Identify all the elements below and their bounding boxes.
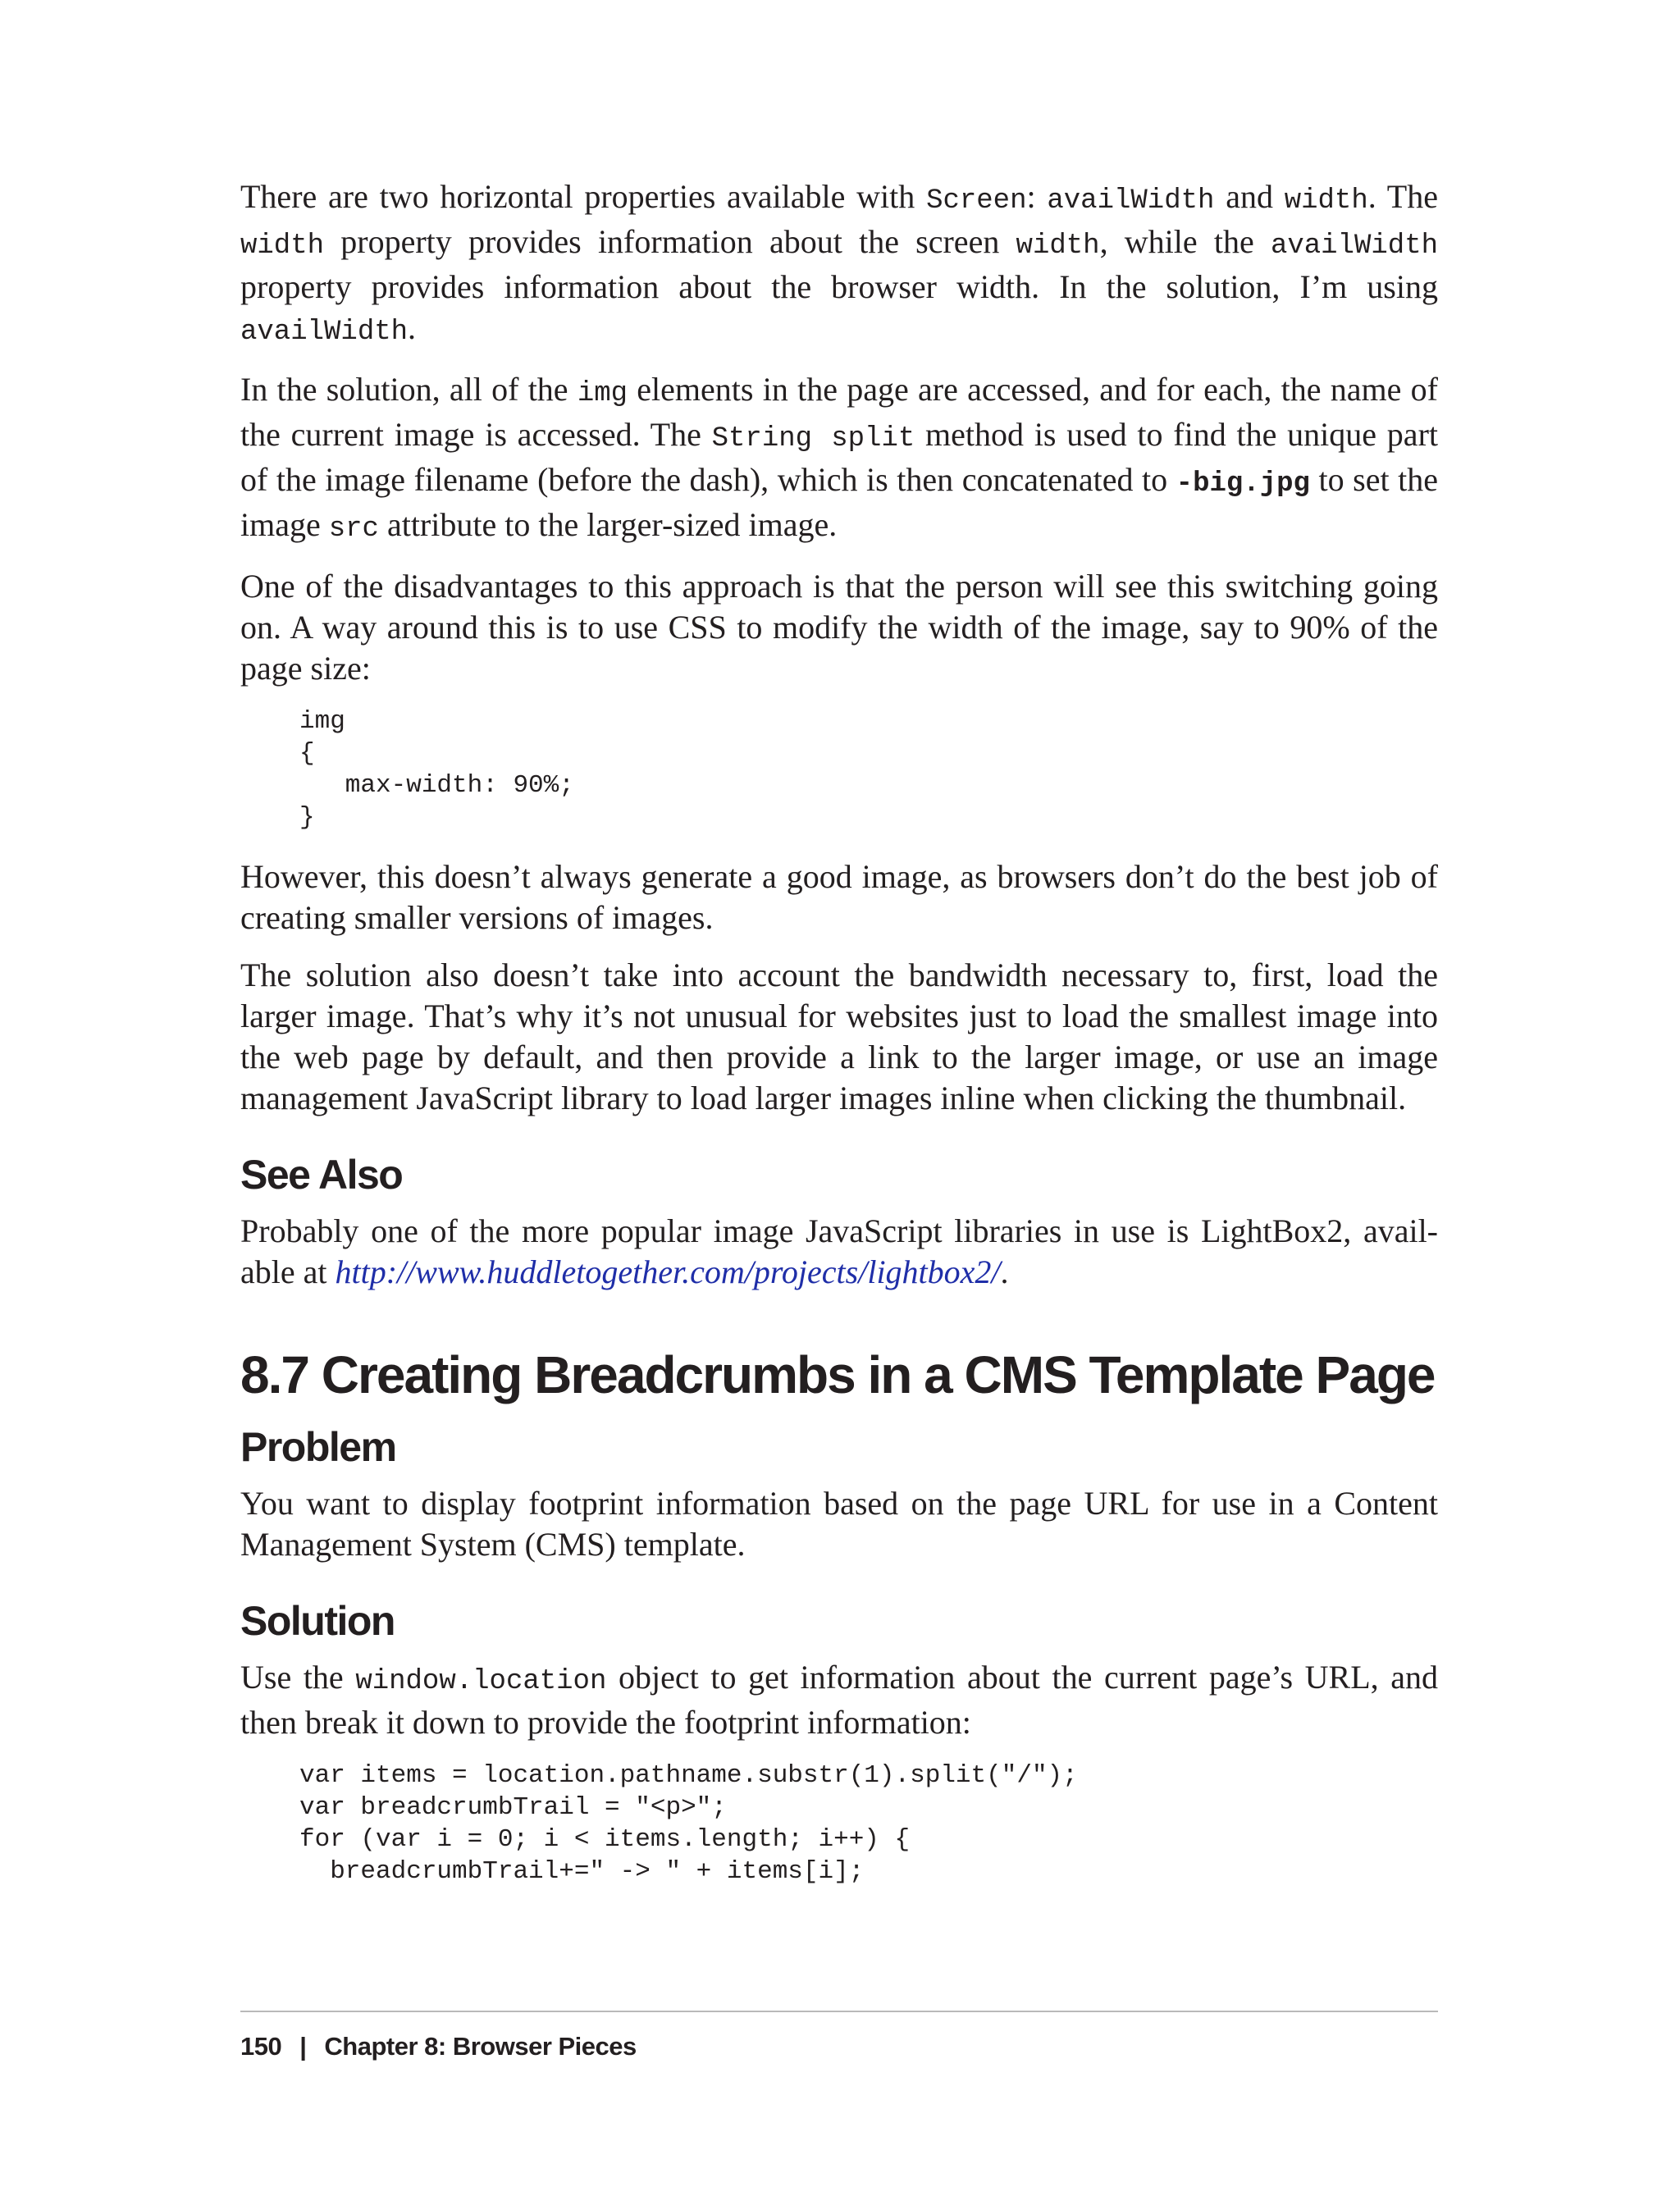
paragraph-however: However, this doesn’t always generate a good image, as browsers don’t do the best job of creating smaller versions of images. [240,858,1438,936]
page-footer [240,2011,1438,2061]
paragraph-see-also [240,1211,1438,1293]
code-block-breadcrumbs: var items = location.pathname.substr(1).split("/"); var breadcrumbTrail = "<p>"; for (var i = 0; i < items.length; i++) { breadcrumbTrail+=" -> " + items[i]; [299,1761,1078,1886]
page-content [240,176,1438,1911]
heading-solution: Solution [240,1598,395,1644]
section-title: 8.7 Creating Breadcrumbs in a CMS Template Page [240,1345,1435,1404]
text: . The [1367,178,1438,215]
text: object to get information about the current page’s URL, and then break it down to provide the footprint information: [240,1659,1439,1741]
text: Use the [240,1659,356,1696]
text: method is used to find the unique part of the image filename (before the dash), which is then concatenated to [240,416,1438,498]
text: and [1214,178,1285,215]
text: : [1026,178,1048,215]
inline-code: availWidth [240,317,409,348]
inline-code: width [240,231,325,262]
paragraph-bandwidth: The solution also doesn’t take into account the bandwidth necessary to, first, load the larger image. That’s why it’s not unusual for websites just to load the smallest image into the web page by default, and then provide a link to the larger image, or use an image management JavaScript library to load larger images inline when clicking the thumbnail. [240,956,1438,1116]
chapter-title: Chapter 8: Browser Pieces [324,2032,637,2061]
paragraph-disadvantages: One of the disadvantages to this approach is that the person will see this switching going on. A way around this is to use CSS to modify the width of the image, say to 90% of the page size: [240,568,1438,687]
text: Probably one of the more popular image JavaScript libraries in use is LightBox2, avail-able at [240,1212,1438,1290]
text: attribute to the larger-sized image. [378,506,838,543]
inline-code: window.location [355,1666,607,1697]
text: , while the [1099,223,1271,260]
inline-code: src [328,514,379,545]
heading-problem: Problem [240,1424,396,1470]
lightbox-link[interactable]: http://www.huddletogether.com/projects/lightbox2/ [335,1253,1001,1290]
text: elements in the page are accessed, and for each, the name of the current image is accessed. The [240,371,1439,453]
paragraph-screen-properties [240,176,1438,353]
page-number: 150 [240,2032,282,2061]
inline-code: -big.jpg [1176,468,1310,500]
inline-code: availWidth [1270,231,1439,262]
paragraph-solution [240,1657,1438,1743]
text: to set the image [240,461,1438,543]
text: There are two horizontal properties available with [240,178,927,215]
inline-code: Screen [926,185,1027,217]
paragraph-problem: You want to display footprint information based on the page URL for use in a Content Management System (CMS) template. [240,1485,1438,1563]
code-block-css: img { max-width: 90%; } [299,707,574,832]
footer-separator: | [299,2032,307,2061]
inline-code: availWidth [1047,185,1215,217]
inline-code: width [1016,231,1100,262]
inline-code: width [1284,185,1368,217]
inline-code: img [577,378,628,409]
heading-see-also: See Also [240,1152,403,1198]
paragraph-img-elements [240,369,1438,550]
text: . [1000,1253,1009,1290]
text: property provides information about the browser width. In the solution, I’m using [240,268,1438,305]
text: property provides information about the screen [324,223,1016,260]
inline-code: String split [711,423,915,454]
text: . [408,309,417,346]
text: In the solution, all of the [240,371,578,408]
